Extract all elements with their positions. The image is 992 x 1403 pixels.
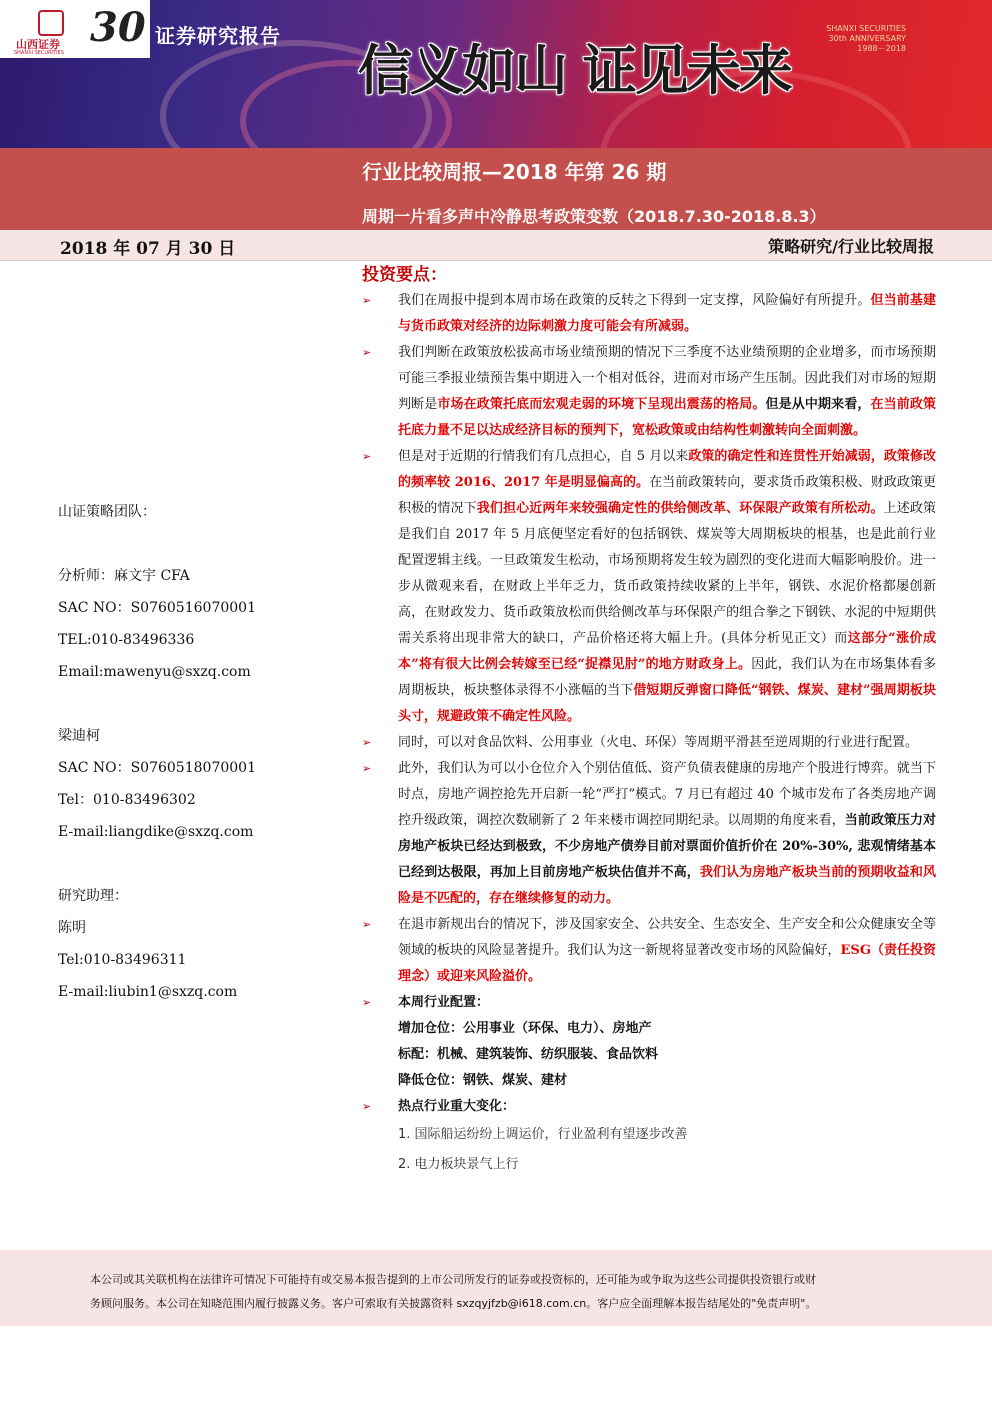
analyst-sac: SAC NO：S0760516070001 [58,600,256,616]
point-paragraph [362,730,936,756]
arrow-bullet-icon: ➢ [362,762,372,775]
analyst-tel: TEL:010-83496336 [58,632,195,648]
assistant-tel: Tel:010-83496311 [58,952,187,968]
logo-english-text: SHANXI SECURITIES [14,50,64,56]
hot-heading [362,1094,936,1120]
report-subtitle: 周期一片看多声中冷静思考政策变数（2018.7.30-2018.8.3） [362,207,826,226]
highlight-text: 借短期反弹窗口降低“钢铁、煤炭、建材”强周期板块头寸，规避政策不确定性风险。 [398,683,936,724]
highlight-text: 市场在政策托底而宏观走弱的环境下呈现出震荡的格局。 [437,397,766,412]
anniversary-line: 30th ANNIVERSARY [828,34,906,43]
anniversary-line: 1988－2018 [857,44,906,53]
paragraph-text: 此外，我们认为可以小仓位介入个别估值低、资产负债表健康的房地产个股进行博弈。就当下时点，房地产调控抢先开启新一轮“严打”模式。7 月已有超过 40 个城市发布了各类房地产调控升级政策，调控次数刷新了 2 年来楼市调控同期纪录。以周期的角度来看， [398,761,936,828]
config-reduce: 降低仓位：钢铁、煤炭、建材 [398,1073,568,1088]
section-heading: 投资要点： [362,265,447,285]
arrow-bullet-icon: ➢ [362,450,372,463]
assistant-email[interactable]: E-mail:liubin1@sxzq.com [58,984,238,1000]
hot-item: 2. 电力板块景气上行 [398,1157,519,1172]
hot-heading-text: 热点行业重大变化： [398,1099,516,1114]
highlight-text: 但当前基建与货币政策对经济的边际刺激力度可能会有所减弱。 [398,293,936,334]
analyst-tel: Tel：010-83496302 [58,792,196,808]
logo-icon [38,10,64,36]
anniversary-badge [826,24,906,54]
bold-text: 当前政策压力对房地产板块已经达到极致，不少房地产债券目前对票面价值折价在 20%-30%, 悲观情绪基本已经到达极限，再加上目前房地产板块估值并不高， [398,813,936,880]
assistant-heading: 研究助理： [58,888,128,904]
analyst-team [58,496,256,1008]
highlight-text: 这部分“涨价成本”将有很大比例会转嫁至已经“捉襟见肘”的地方财政身上。 [398,631,936,672]
arrow-bullet-icon: ➢ [362,294,372,307]
report-date: 2018 年 07 月 30 日 [60,239,236,259]
analyst-email[interactable]: E-mail:liangdike@sxzq.com [58,824,254,840]
config-heading [362,990,936,1016]
highlight-text: 政策的确定性和连贯性开始减弱，政策修改的频率较 2016、2017 年是明显偏高的。 [398,449,936,490]
report-category: 策略研究/行业比较周报 [768,237,934,256]
anniversary-line: SHANXI SECURITIES [826,24,906,33]
disclaimer-line: 本公司或其关联机构在法律许可情况下可能持有或交易本报告提到的上市公司所发行的证券或投资标的，还可能为或争取为这些公司提供投资银行或财 [90,1273,816,1286]
analyst-name: 分析师：麻文宇 CFA [58,568,190,584]
arrow-bullet-icon: ➢ [362,346,372,359]
analyst-email[interactable]: Email:mawenyu@sxzq.com [58,664,251,680]
arrow-bullet-icon: ➢ [362,736,372,749]
hot-item: 1. 国际船运纷纷上调运价，行业盈利有望逐步改善 [398,1127,688,1142]
paragraph-text: 我们在周报中提到本周市场在政策的反转之下得到一定支撑，风险偏好有所提升。 [398,293,871,308]
paragraph-text: 但是对于近期的行情我们有几点担心，自 5 月以来 [398,449,689,464]
point-paragraph [362,912,936,990]
team-heading: 山证策略团队： [58,504,156,520]
arrow-bullet-icon: ➢ [362,996,372,1009]
investment-points [362,262,936,1180]
point-paragraph [362,444,936,730]
highlight-text: 我们认为房地产板块当前的预期收益和风险是不匹配的，存在继续修复的动力。 [398,865,936,906]
config-heading-text: 本周行业配置： [398,995,490,1010]
arrow-bullet-icon: ➢ [362,918,372,931]
slogan: 信义如山 证见未来 [358,38,791,102]
arrow-bullet-icon: ➢ [362,1100,372,1113]
paragraph-text: 在当前政策转向，要求货币政策积极、财政政策更积极的情况下 [398,475,936,516]
paragraph-text: 同时，可以对食品饮料、公用事业（火电、环保）等周期平滑甚至逆周期的行业进行配置。 [398,735,919,750]
report-type: 证券研究报告 [155,24,281,48]
paragraph-text: 但是从中期来看， [765,397,871,412]
anniversary-logo: 30 [90,4,146,51]
logo-text: 山西证券 [16,38,60,51]
highlight-text: 我们担心近两年来较强确定性的供给侧改革、环保限产政策有所松动。 [476,501,884,516]
report-title: 行业比较周报—2018 年第 26 期 [362,160,667,184]
config-standard: 标配：机械、建筑装饰、纺织服装、食品饮料 [398,1047,659,1062]
disclaimer-line: 务顾问服务。本公司在知晓范围内履行披露义务。客户可索取有关披露资料 sxzqyjfzb@i618.com.cn。客户应全面理解本报告结尾处的"免责声明"。 [90,1297,817,1310]
paragraph-text: 在退市新规出台的情况下，涉及国家安全、公共安全、生态安全、生产安全和公众健康安全等领域的板块的风险显著提升。我们认为这一新规将显著改变市场的风险偏好， [398,917,936,958]
paragraph-text: 上述政策是我们自 2017 年 5 月底便坚定看好的包括钢铁、煤炭等大周期板块的根基，也是此前行业配置逻辑主线。一旦政策发生松动，市场预期将发生较为剧烈的变化进而大幅影响股价。进一步从微观来看，在财政上半年乏力，货币政策持续收紧的上半年，钢铁、水泥价格都屡创新高，在财政发力、货币政策放松而供给侧改革与环保限产的组合拳之下钢铁、水泥的中短期供需关系将出现非常大的缺口，产品价格还将大幅上升。(具体分析见正文）而 [398,501,936,646]
analyst-sac: SAC NO：S0760518070001 [58,760,256,776]
paragraph-text: 我们判断在政策放松拔高市场业绩预期的情况下三季度不达业绩预期的企业增多，而市场预期可能三季报业绩预告集中期进入一个相对低谷，进而对市场产生压制。因此我们对市场的短期判断是 [398,345,936,412]
disclaimer [90,1268,920,1316]
paragraph-text: 因此，我们认为在市场集体看多周期板块，板块整体录得不小涨幅的当下 [398,657,936,698]
config-add: 增加仓位：公用事业（环保、电力）、房地产 [398,1021,652,1036]
point-paragraph [362,340,936,444]
point-paragraph [362,756,936,912]
highlight-text: 在当前政策托底力量不足以达成经济目标的预判下，宽松政策或由结构性刺激转向全面刺激。 [398,397,936,438]
analyst-name: 梁迪柯 [58,728,100,744]
highlight-text: ESG（责任投资理念）或迎来风险溢价。 [398,943,936,984]
point-paragraph [362,288,936,340]
assistant-name: 陈明 [58,920,86,936]
